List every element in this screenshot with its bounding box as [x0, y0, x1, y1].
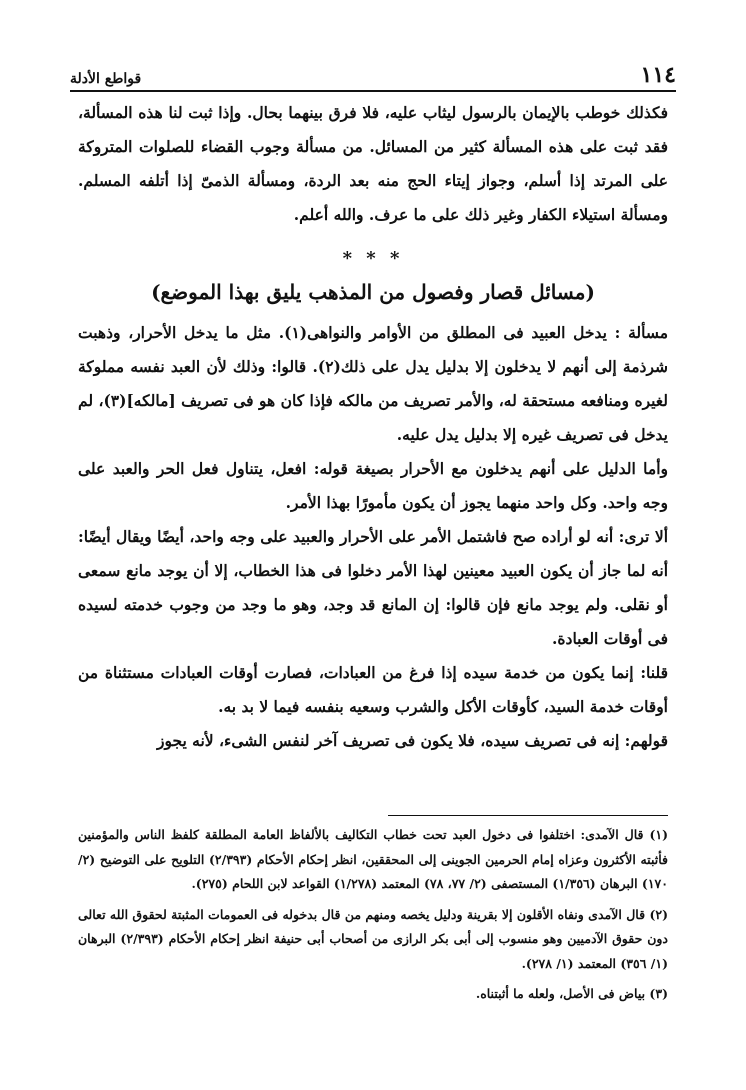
page-header — [70, 60, 676, 92]
page-number: ١١٤ — [640, 62, 676, 88]
paragraph-4: ألا ترى: أنه لو أراده صح فاشتمل الأمر على الأحرار والعبيد على وجه واحد، أيضًا ويقال أيضًا: أنه لما جاز أن يكون العبيد معينين لهذا الأمر دخلوا فى هذا الخطاب، إلا أن يوجد مانع سمعى أو نقلى. ولم يوجد مانع فإن قالوا: إن المانع قد وجد، وهو ما وجد من وجوب خدمته لسيده فى أوقات العبادة. — [78, 527, 668, 648]
footnote-divider — [388, 815, 668, 816]
paragraph-5: قلنا: إنما يكون من خدمة سيده إذا فرغ من العبادات، فصارت أوقات العبادات مستثناة من أوقات خدمة السيد، كأوقات الأكل والشرب وسعيه بنفسه فيما لا بد به. — [78, 663, 668, 716]
masala-label: مسألة : — [614, 323, 668, 342]
footnote-3: (٣) بياض فى الأصل، ولعله ما أثبتناه. — [475, 986, 668, 1001]
main-text — [78, 96, 668, 758]
footnotes — [78, 823, 668, 1013]
paragraph-3: وأما الدليل على أنهم يدخلون مع الأحرار بصيغة قوله: افعل، يتناول فعل الحر والعبد على وجه واحد. وكل واحد منهما يجوز أن يكون مأمورًا بهذا الأمر. — [78, 459, 668, 512]
paragraph-2 — [78, 316, 668, 452]
section-separator: * * * — [342, 248, 404, 269]
section-title: (مسائل قصار وفصول من المذهب يليق بهذا الموضع) — [151, 280, 595, 304]
paragraph-1: فكذلك خوطب بالإيمان بالرسول ليثاب عليه، فلا فرق بينهما بحال. وإذا ثبت لنا هذه المسألة، فقد ثبت على هذه المسألة كثير من المسائل. من مسألة وجوب القضاء للصلوات المتروكة على المرتد إذا أسلم، وجواز إيتاء الحج منه بعد الردة، ومسألة الذمىّ إذا أتلفه المسلم. ومسألة استيلاء الكفار وغير ذلك على ما عرف. والله أعلم. — [78, 103, 668, 224]
paragraph-2-text: يدخل العبيد فى المطلق من الأوامر والنواهى(١). مثل ما يدخل الأحرار، وذهبت شرذمة إلى أنهم لا يدخلون إلا بدليل يدل على ذلك(٢). قالوا: وذلك لأن العبد نفسه مملوكة لغيره ومنافعه مستحقة له، والأمر تصريف من مالكه فإذا كان هو فى تصريف [مالكه](٣)، لم يدخل فى تصريف غيره إلا بدليل يدل عليه. — [78, 323, 668, 444]
paragraph-6: قولهم: إنه فى تصريف سيده، فلا يكون فى تصريف آخر لنفس الشىء، لأنه يجوز — [156, 731, 668, 750]
footnote-2: (٢) قال الآمدى ونفاه الأقلون إلا بقرينة ودليل يخصه ومنهم من قال بدخوله فى العمومات المثبتة لحقوق الله تعالى دون حقوق الآدميين وهو منسوب إلى أبى بكر الرازى من أصحاب أبى حنيفة انظر إحكام الأحكام (٢/٣٩٣) البرهان (١/ ٣٥٦) المعتمد (١/ ٢٧٨). — [78, 906, 668, 971]
footnote-1: (١) قال الآمدى: اختلفوا فى دخول العبد تحت خطاب التكاليف بالألفاظ العامة المطلقة كلفظ الناس والمؤمنين فأثبته الأكثرون وعزاه إمام الحرمين الجوينى إلى المحققين، انظر إحكام الأحكام (٢/٣٩٣) التلويح على التوضيح (٢/ ١٧٠) البرهان (١/٣٥٦) المستصفى (٢/ ٧٧، ٧٨) المعتمد (١/٢٧٨) القواعد لابن اللحام (٢٧٥). — [78, 827, 668, 891]
running-title: قواطع الأدلة — [70, 71, 142, 87]
